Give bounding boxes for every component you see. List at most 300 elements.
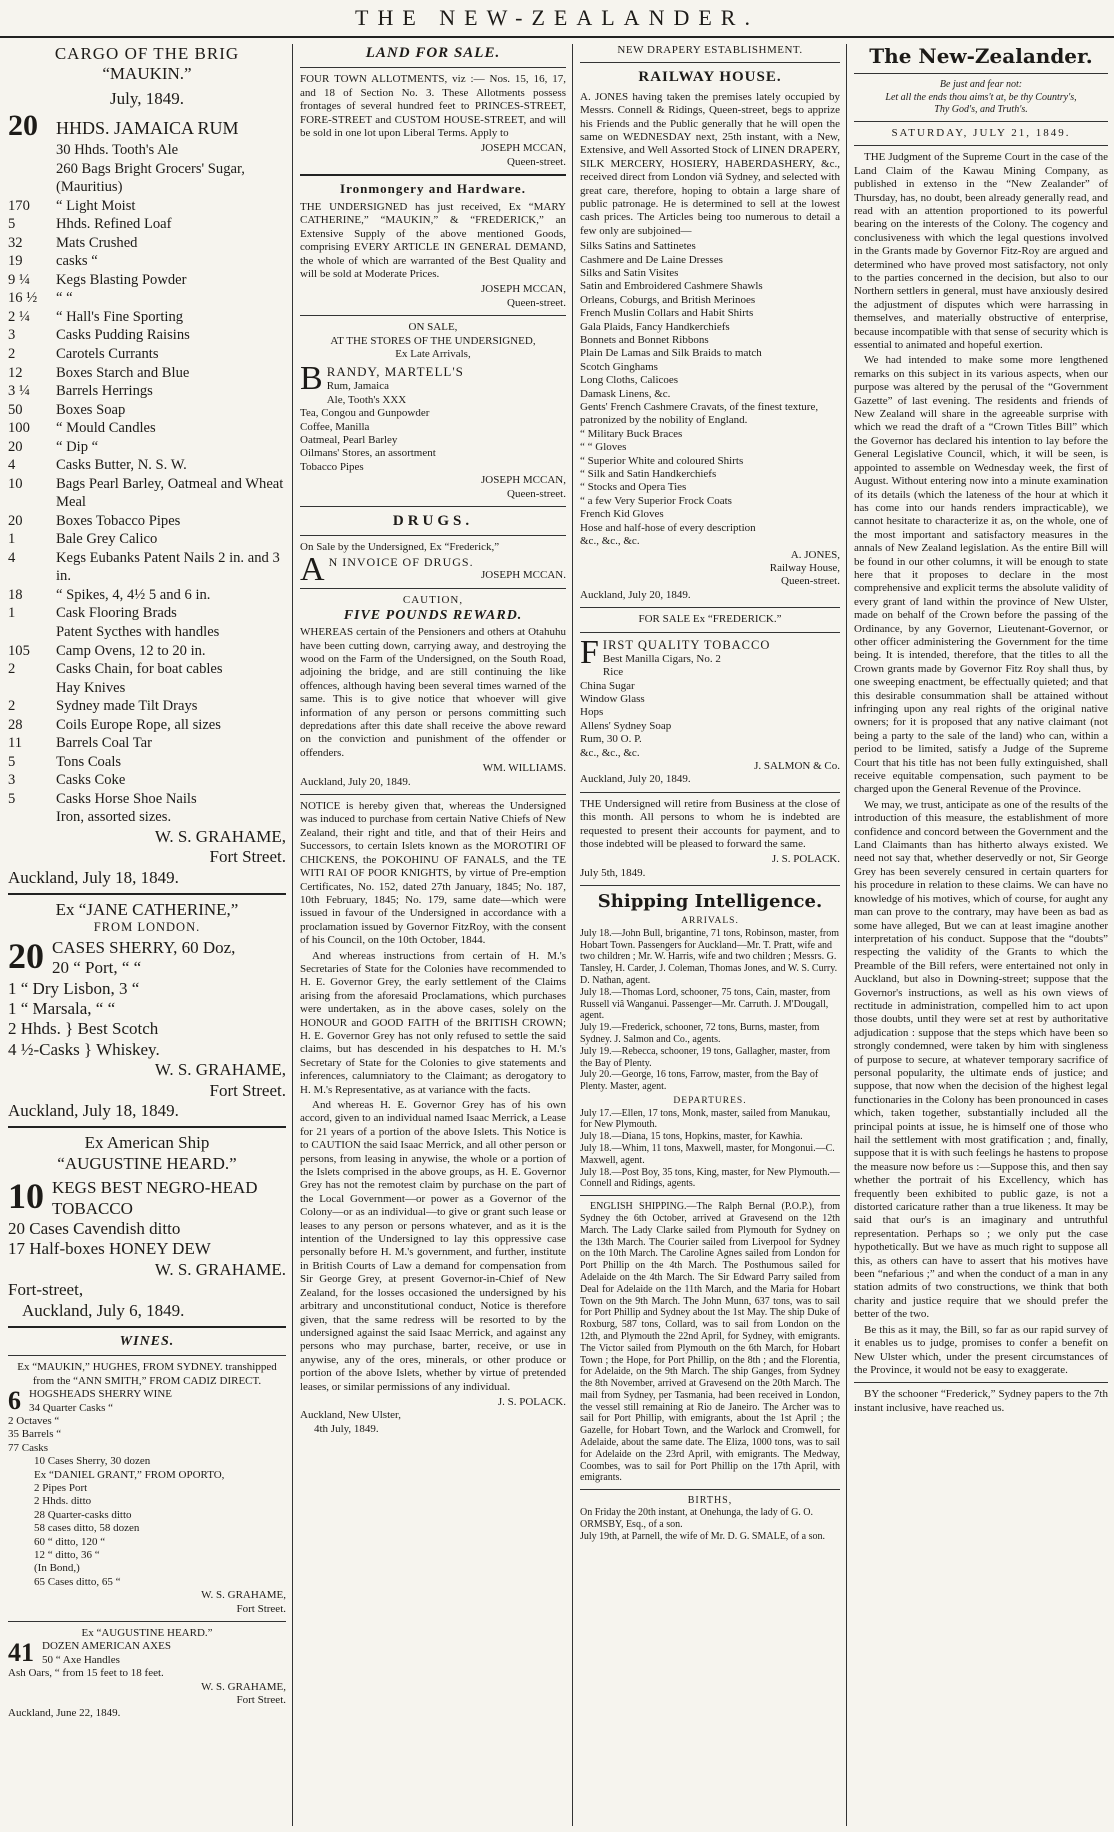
cargo-item-quantity: 50 — [8, 401, 23, 418]
divider — [300, 535, 566, 536]
cargo-item-quantity — [8, 141, 56, 160]
cargo-item-quantity: 20 — [8, 512, 23, 529]
railway-item: French Kid Gloves — [580, 508, 664, 521]
jane-date: Auckland, July 18, 1849. — [8, 1101, 179, 1121]
cargo-date: July, 1849. — [110, 88, 184, 108]
drugs-text: On Sale by the Undersigned, Ex “Frederick,” — [300, 541, 500, 554]
cargo-item-text: Hhds. Refined Loaf — [56, 216, 172, 233]
land-address: Queen-street. — [507, 155, 566, 168]
notice-address: Auckland, New Ulster, — [300, 1409, 401, 1422]
cargo-item-text: Kegs Blasting Powder — [56, 271, 187, 288]
editorial-p1: THE Judgment of the Supreme Court in the case of the Land Claim of the Kawau Mining Company, as published in extenso in the “New Zealander” of Thursday, has, no doubt, been already generally read, and read with an attention proportioned to its powerful bearing on the interests of the Colony. The cogency and conclusiveness with which the legal questions involved in the Grants made by Governor Fitz-Roy are argued and determined who have proved most satisfactory, not only to the parties concerned in the decision, but also to our Northern settlers in general, must have anxiously desired the adjustment of disputes which were harrassing in themselves, and materially obstructive of enterprise, because incompatible with that sense of security which is essential to animated and hopeful exertion. — [854, 151, 1108, 352]
cargo-item-text: 260 Bags Bright Grocers' Sugar, (Mauritius) — [56, 160, 245, 196]
cargo-item — [8, 475, 286, 512]
column-1 — [4, 44, 290, 1826]
cargo-item — [8, 753, 286, 772]
cargo-item — [8, 697, 286, 716]
railway-date: Auckland, July 20, 1849. — [580, 588, 691, 601]
cargo-date-line: Auckland, July 18, 1849. — [8, 867, 179, 887]
cargo-item — [8, 512, 286, 531]
divider — [300, 506, 566, 507]
railway-item: French Muslin Collars and Habit Shirts — [580, 307, 754, 320]
cargo-item-text: Iron, assorted sizes. — [56, 809, 172, 826]
column-rule-3 — [846, 44, 847, 1826]
arrivals-title: ARRIVALS. — [681, 916, 739, 927]
cargo-item — [8, 734, 286, 753]
cargo-item-quantity — [8, 160, 56, 197]
cargo-item — [8, 549, 286, 586]
divider — [580, 885, 840, 886]
editorial-p3: We may, we trust, anticipate as one of the results of the introduction of this measure, the establishment of more confidence and concord between the Government and the Land Claimants than has hitherto always existed. We need not say that, whether deservedly or not, Sir George Grey has been severely censured in certain quarters for his procedure in relation to these claims. We can have no knowledge of his motives, which of course, for aught any man can prove to the contrary, may have been as bad as some have alleged, But we can at least imagine another interpretation of his conduct. Suppose that the “doubts” respecting the validity of the Grants to which the Preamble of the Bill refers, were entertained not only in Auckland, but also in Downing-street; suppose that the Governor's instructions, as well as his own views of rectitude in administration, compelled him to act upon those doubts, until they were set at rest by authoritative adjudication : suppose that the steps which have been so strongly condemned, were taken by him with singleness of purpose to secure, at whatever temporary sacrifice of personal popularity, the ultimate ends of justice; and suppose, that now when the decision of the highest legal functionaries in the Colony has been pronounced in cases which, taken together, substantially included all the principal points at issue, he is himself one of those who hail the settlement with most gratification ; and, finally, suppose that it is with such feelings he hastens to propose the measure now before us :—Suppose this, and then say whether the portrait of his Excellency, which has frequently been exhibited to public gaze, is not a distorted caricature rather than a true likeness. It may be said that our's is an imaginary and untruthful representation. Perhaps so ; we only put the case hypothetically. But we have as much right to suppose all this, as others can have to assert that his motives have been “nefarious ;” and when the conduct of a man in any station admits of two constructions, we think that both charity and justice require that we should prefer the better of the two. — [854, 798, 1108, 1321]
augustine-lines — [8, 1178, 286, 1260]
cargo-item — [8, 111, 286, 141]
augustine-line: 20 Cases Cavendish ditto — [8, 1218, 181, 1238]
railway-item: Damask Linens, &c. — [580, 387, 671, 400]
cargo-item-quantity: 3 ¼ — [8, 383, 30, 400]
cargo-item-text: Casks Coke — [56, 772, 126, 789]
divider — [580, 607, 840, 608]
wines-lines — [8, 1388, 286, 1455]
cargo-item-text: 30 Hhds. Tooth's Ale — [56, 142, 179, 159]
divider — [8, 1621, 286, 1622]
departures-title: DEPARTURES. — [673, 1095, 747, 1106]
axes-lines — [8, 1640, 286, 1680]
cargo-item-quantity: 5 — [8, 790, 16, 807]
axes-line: Ash Oars, “ from 15 feet to 18 feet. — [8, 1667, 164, 1680]
cargo-item — [8, 326, 286, 345]
jane-from: FROM LONDON. — [93, 920, 201, 935]
cargo-item-quantity: 11 — [8, 735, 23, 752]
onsale-address: Queen-street. — [507, 487, 566, 500]
railway-address2: Queen-street. — [781, 575, 840, 588]
cargo-item-quantity — [8, 808, 56, 827]
frederick-items — [580, 653, 840, 760]
cargo-item — [8, 771, 286, 790]
railway-item: Bonnets and Bonnet Ribbons — [580, 334, 709, 347]
jane-line: 2 Hhds. } Best Scotch — [8, 1019, 159, 1039]
jane-signature: W. S. GRAHAME, — [154, 1060, 286, 1080]
cargo-item-text: “ “ — [56, 290, 73, 307]
motto-3: Thy God's, and Truth's. — [934, 103, 1028, 115]
wines-line: 77 Casks — [8, 1441, 49, 1454]
cargo-item-quantity: 3 — [8, 772, 16, 789]
railway-item: “ Superior White and coloured Shirts — [580, 454, 744, 467]
divider — [8, 893, 286, 895]
railway-item: Scotch Ginghams — [580, 360, 658, 373]
cargo-item-quantity: 1 — [8, 531, 16, 548]
cargo-item-quantity: 4 — [8, 549, 16, 566]
cargo-item — [8, 716, 286, 735]
land-text: FOUR TOWN ALLOTMENTS, viz :— Nos. 15, 16, 17, and 18 of Section No. 3. These Allotments possess frontages of several hundred feet to PRINCES-STREET, FORE-STREET and CUSTOM HOUSE-STREET, and will be sold in one lot upon Liberal Terms. Apply to — [300, 73, 566, 139]
cargo-item-text: Bale Grey Calico — [56, 531, 158, 548]
cargo-address: Fort Street. — [209, 847, 286, 867]
land-signature: JOSEPH MCCAN, — [481, 142, 566, 155]
shipping-title: Shipping Intelligence. — [597, 891, 823, 913]
divider — [854, 1382, 1108, 1383]
cargo-item-text: Camp Ovens, 12 to 20 in. — [56, 642, 206, 659]
departure-entry: July 18.—Whim, 11 tons, Maxwell, master, for Mongonui.—C. Maxwell, agent. — [580, 1142, 835, 1166]
cargo-item-quantity: 12 — [8, 364, 23, 381]
cargo-item — [8, 623, 286, 642]
frederick-signature: J. SALMON & Co. — [754, 760, 840, 773]
divider — [854, 145, 1108, 146]
cargo-item-quantity — [8, 623, 56, 642]
caution-title: CAUTION, — [402, 593, 464, 606]
cargo-item-quantity: 100 — [8, 420, 30, 437]
cargo-item-quantity: 9 ¼ — [8, 271, 30, 288]
divider — [300, 315, 566, 316]
onsale-item: Tea, Congou and Gunpowder — [300, 407, 430, 420]
wines-more-line: 60 “ ditto, 120 “ — [34, 1535, 106, 1548]
onsale-lead: RANDY, MARTELL'S — [326, 364, 464, 380]
wines-more-line: 10 Cases Sherry, 30 dozen — [34, 1455, 151, 1468]
drugs-title: DRUGS. — [392, 512, 474, 529]
cargo-item-quantity: 2 — [8, 698, 16, 715]
railway-item: Long Cloths, Calicoes — [580, 374, 679, 387]
arrival-entry: July 18.—Thomas Lord, schooner, 75 tons, Cain, master, from Russell viâ Wanganui. Passenger—Mr. Carruth. J. M'Dougall, agent. — [580, 986, 831, 1022]
cargo-list — [8, 111, 286, 827]
augustine-address: Fort-street, — [8, 1280, 84, 1300]
masthead — [0, 0, 1114, 36]
railway-item: “ “ Gloves — [580, 441, 627, 454]
onsale-item: Oilmans' Stores, an assortment — [300, 447, 436, 460]
column-3 — [576, 44, 844, 1826]
jane-line: 20 “ Port, “ “ — [52, 958, 142, 978]
cargo-item-text: “ Mould Candles — [56, 420, 156, 437]
frederick-title: FOR SALE Ex “FREDERICK.” — [638, 613, 782, 626]
wines-number: 6 — [8, 1386, 21, 1416]
axes-address: Fort Street. — [236, 1694, 286, 1707]
divider — [580, 1195, 840, 1196]
wines-address: Fort Street. — [236, 1602, 286, 1615]
cargo-item-quantity: 1 — [8, 605, 16, 622]
augustine-number: 10 — [8, 1176, 44, 1217]
augustine-line: KEGS BEST NEGRO-HEAD TOBACCO — [52, 1178, 258, 1218]
cargo-item — [8, 308, 286, 327]
cargo-item — [8, 364, 286, 383]
cargo-item-quantity: 5 — [8, 216, 16, 233]
cargo-item-text: Hay Knives — [56, 679, 126, 696]
caution-signature: WM. WILLIAMS. — [482, 762, 566, 775]
cargo-item-text: HHDS. JAMAICA RUM — [56, 118, 239, 139]
cargo-item — [8, 234, 286, 253]
cargo-item-text: Coils Europe Rope, all sizes — [56, 716, 221, 733]
wines-signature: W. S. GRAHAME, — [201, 1589, 286, 1602]
cargo-item-text: Mats Crushed — [56, 234, 138, 251]
cargo-item-text: Boxes Tobacco Pipes — [56, 512, 181, 529]
cargo-item-text: Barrels Coal Tar — [56, 735, 152, 752]
cargo-item — [8, 642, 286, 661]
axes-number: 41 — [8, 1638, 34, 1668]
cargo-item-quantity: 28 — [8, 716, 23, 733]
onsale-sub: AT THE STORES OF THE UNDERSIGNED, — [330, 334, 536, 347]
date-line: SATURDAY, JULY 21, 1849. — [891, 126, 1071, 139]
cargo-item-text: Tons Coals — [56, 753, 122, 770]
departure-entry: July 18.—Post Boy, 35 tons, King, master, for New Plymouth.—Connell and Ridings, agents. — [580, 1166, 840, 1190]
onsale-title: ON SALE, — [408, 321, 458, 334]
railway-item: “ a few Very Superior Frock Coats — [580, 494, 732, 507]
masthead-rule — [0, 36, 1114, 38]
axes-date: Auckland, June 22, 1849. — [8, 1707, 121, 1720]
frederick-item: China Sugar — [580, 679, 635, 692]
cargo-item-quantity: 19 — [8, 253, 23, 270]
railway-items — [580, 240, 840, 548]
augustine-title: Ex American Ship — [84, 1133, 210, 1153]
frederick-item: Rice — [602, 666, 624, 679]
jane-title: Ex “JANE CATHERINE,” — [55, 900, 239, 919]
railway-text: A. JONES having taken the premises lately occupied by Messrs. Connell & Ridings, Queen-street, begs to apprize his Friends and the Public generally that he will open the same on WEDNESDAY next, 25th instant, with a New, Extensive, and Well Assorted Stock of LINEN DRAPERY, SILK MERCERY, HOSIERY, HABERDASHERY, &c., received direct from London viâ Sydney, and selected with great care, therefore, hoping to obtain a large share of public patronage. He is determined to sell at the lowest cash prices. The Articles being too numerous to detail a few only are subjoined— — [580, 90, 840, 237]
wines-more-line: Ex “DANIEL GRANT,” FROM OPORTO, — [34, 1468, 225, 1481]
cargo-item — [8, 382, 286, 401]
frederick-dropcap: F — [580, 633, 599, 671]
railway-item: “ Silk and Satin Handkerchiefs — [580, 468, 717, 481]
railway-item: Gents' French Cashmere Cravats, of the finest texture, patronized by the nobility of England. — [580, 401, 819, 427]
column-2 — [296, 44, 570, 1826]
railway-title: RAILWAY HOUSE. — [638, 69, 782, 86]
wines-more-line: 65 Cases ditto, 65 “ — [34, 1575, 121, 1588]
axes-signature: W. S. GRAHAME, — [201, 1680, 286, 1693]
departure-entry: July 18.—Diana, 15 tons, Hopkins, master, for Kawhia. — [580, 1131, 803, 1143]
cargo-item-text: Casks Chain, for boat cables — [56, 661, 223, 678]
cargo-item — [8, 419, 286, 438]
cargo-item-text: “ Hall's Fine Sporting — [56, 308, 184, 325]
cargo-item-text: “ Spikes, 4, 4½ 5 and 6 in. — [56, 586, 211, 603]
retire-date: July 5th, 1849. — [580, 866, 646, 879]
drugs-signature: JOSEPH MCCAN. — [481, 569, 566, 582]
onsale-signature: JOSEPH MCCAN, — [481, 474, 566, 487]
cargo-item — [8, 401, 286, 420]
axes-ex: Ex “AUGUSTINE HEARD.” — [81, 1627, 213, 1639]
cargo-item-text: Casks Butter, N. S. W. — [56, 457, 187, 474]
frederick-item: Hops — [580, 706, 604, 719]
jane-line: 4 ½-Casks } Whiskey. — [8, 1039, 160, 1059]
notice-p3: And whereas H. E. Governor Grey has of his own accord, given to an individual named Isaac Merrick, a Lease for 21 years of a portion of the above Islets. This Notice is to CAUTION the said Isaac Merrick, and all other person or persons, from leasing in anywise, the whole or a portion of the Islets comprised in the above groups, as H. E. Governor Grey has not the remotest claim by purchase on the part of the Local Government—or power as a Governor of the Colony—or as an individual—to give or grant such lease or leases to any person or persons whatever, and as it is the intention of the Undersigned to lay this oppressive case personally before H. M.'s government, and further, institute in British Courts of Law a demand for compensation from Sir George Grey, at present Governor-in-Chief of New Zealand, for the losses occasioned the undersigned by his arbitrary and unconstitutional conduct, Notice is therefore given, that the same redress will be resorted to by the undersigned against the said Isaac Merrick, and against any persons who may purchase, barter, receive, or use in anywise, any of the ores, minerals, or other produce or portion of the above Islets, whether by virtue of pretended leases, or similar permissions of any individual. — [300, 1099, 566, 1393]
railway-item: Cashmere and De Laine Dresses — [580, 253, 723, 266]
editorial-p5: BY the schooner “Frederick,” Sydney papers to the 7th instant inclusive, have reached us. — [854, 1388, 1108, 1414]
cargo-item — [8, 345, 286, 364]
cargo-item-quantity: 170 — [8, 197, 30, 214]
cargo-item-quantity: 105 — [8, 642, 30, 659]
railway-item: Silks Satins and Sattinetes — [580, 240, 696, 253]
jane-line: 1 “ Marsala, “ “ — [8, 999, 116, 1019]
caution-reward: FIVE POUNDS REWARD. — [343, 608, 523, 624]
frederick-date: Auckland, July 20, 1849. — [580, 773, 691, 786]
cargo-item — [8, 660, 286, 679]
notice-signature: J. S. POLACK. — [497, 1395, 566, 1408]
motto-1: Be just and fear not: — [939, 79, 1023, 91]
jane-line: CASES SHERRY, 60 Doz, — [52, 937, 236, 957]
land-title: LAND FOR SALE. — [365, 45, 501, 61]
onsale-sub2: Ex Late Arrivals, — [395, 348, 471, 361]
onsale-item: Ale, Tooth's XXX — [326, 393, 407, 406]
cargo-item-quantity: 32 — [8, 234, 23, 251]
augustine-signature: W. S. GRAHAME. — [154, 1259, 286, 1279]
wines-line: HOGSHEADS SHERRY WINE — [29, 1388, 173, 1401]
iron-signature: JOSEPH MCCAN, — [481, 283, 566, 296]
cargo-item — [8, 215, 286, 234]
caution-date: Auckland, July 20, 1849. — [300, 775, 411, 788]
cargo-item-quantity: 2 — [8, 661, 16, 678]
wines-more-line: 58 cases ditto, 58 dozen — [34, 1522, 140, 1535]
cargo-item — [8, 790, 286, 809]
cargo-item-quantity: 5 — [8, 753, 16, 770]
births-list — [580, 1507, 840, 1543]
cargo-item — [8, 530, 286, 549]
onsale-items — [300, 380, 566, 474]
railway-item: Orleans, Coburgs, and British Merinoes — [580, 293, 756, 306]
wines-more-line: 2 Pipes Port — [34, 1481, 88, 1494]
notice-p2: And whereas instructions from certain of H. M.'s Secretaries of State for the Colonies have recommended to H. E. Governor Grey, the early settlement of the Claims arising from the aforesaid Proclamations, which purchases were undertaken, as in the above cases, solely on the HONOUR and GOOD FAITH of the BRITISH CROWN; H. E. Governor Grey has not only refused to settle the said claims, but has descended in his despatches to H. M.'s Secretary of State for the Colonies to give statements and inferences, calumniatory to the Claimant; as derogatory to H. M.'s Representative, as at variance with the facts. — [300, 949, 566, 1096]
arrivals-list — [580, 928, 840, 1093]
cargo-signature: W. S. GRAHAME, — [154, 826, 286, 846]
divider — [300, 67, 566, 68]
cargo-item — [8, 808, 286, 827]
cargo-item — [8, 679, 286, 698]
departures-list — [580, 1108, 840, 1191]
wines-more-line: (In Bond,) — [34, 1562, 80, 1575]
divider — [8, 1126, 286, 1128]
railway-item: Satin and Embroidered Cashmere Shawls — [580, 280, 763, 293]
cargo-item-text: Patent Sycthes with handles — [56, 623, 220, 640]
editorial-p4: Be this as it may, the Bill, so far as our rapid survey of it enables us to judge, promises to confer a benefit on New Ulster which, under the present circumstances of the Province, it would not be easy to exaggerate. — [854, 1323, 1108, 1376]
cargo-item-text: “ Light Moist — [56, 197, 136, 214]
railway-item: Silks and Satin Visites — [580, 266, 679, 279]
wines-title: WINES. — [119, 1333, 175, 1349]
frederick-lead: IRST QUALITY TOBACCO — [602, 637, 771, 652]
axes-line: DOZEN AMERICAN AXES — [42, 1640, 171, 1653]
cargo-item-text: Barrels Herrings — [56, 383, 153, 400]
cargo-item — [8, 271, 286, 290]
divider — [580, 62, 840, 63]
divider — [580, 632, 840, 633]
divider — [854, 73, 1108, 74]
paper-title: The New-Zealander. — [869, 44, 1093, 68]
onsale-item: Oatmeal, Pearl Barley — [300, 433, 398, 446]
cargo-item-quantity: 2 ¼ — [8, 308, 30, 325]
caution-text: WHEREAS certain of the Pensioners and others at Otahuhu have been cutting down, carrying away, and destroying the wood on the Farm of the Undersigned, on the South Road, adjoining the bridge, and are still continuing the like offences, although having been several times warned of the same. This is to give notice that whoever will give information of any person or persons committing such depredations after this date shall receive the above reward on the conviction and punishment of the offender or offenders. — [300, 626, 566, 759]
railway-item: Hose and half-hose of every description — [580, 521, 756, 534]
axes-line: 50 “ Axe Handles — [42, 1653, 120, 1666]
divider — [300, 174, 566, 176]
cargo-item-text: Boxes Soap — [56, 401, 126, 418]
cargo-item — [8, 252, 286, 271]
cargo-item — [8, 197, 286, 216]
jane-lines — [8, 935, 286, 1060]
arrival-entry: July 20.—George, 16 tons, Farrow, master, from the Bay of Plenty. Master, agent. — [580, 1069, 819, 1093]
frederick-item: Allens' Sydney Soap — [580, 719, 672, 732]
railway-signature: A. JONES, — [790, 548, 840, 561]
railway-item: Plain De Lamas and Silk Braids to match — [580, 347, 762, 360]
cargo-item — [8, 141, 286, 160]
onsale-item: Tobacco Pipes — [300, 460, 364, 473]
divider — [8, 1355, 286, 1356]
notice-date: 4th July, 1849. — [314, 1422, 379, 1435]
cargo-item-quantity: 18 — [8, 586, 23, 603]
masthead-title: THE NEW-ZEALANDER. — [355, 5, 759, 30]
frederick-item: Best Manilla Cigars, No. 2 — [602, 652, 721, 665]
frederick-item: Rum, 30 O. P. — [580, 733, 642, 746]
cargo-item-text: Kegs Eubanks Patent Nails 2 in. and 3 in. — [56, 549, 280, 585]
cargo-item — [8, 586, 286, 605]
column-rule-2 — [572, 44, 573, 1826]
cargo-item-text: “ Dip “ — [56, 438, 99, 455]
divider — [580, 1489, 840, 1490]
cargo-item-quantity: 10 — [8, 475, 23, 492]
motto-2: Let all the ends thou aims't at, be thy Country's, — [885, 91, 1077, 103]
jane-address: Fort Street. — [209, 1080, 286, 1100]
drugs-lead: N INVOICE OF DRUGS. — [328, 554, 474, 569]
cargo-item — [8, 438, 286, 457]
cargo-item-text: Casks Horse Shoe Nails — [56, 790, 197, 807]
railway-item: &c., &c., &c. — [580, 535, 640, 548]
births-title: BIRTHS, — [687, 1495, 733, 1507]
divider — [580, 792, 840, 793]
cargo-item — [8, 289, 286, 308]
frederick-item: Window Glass — [580, 693, 645, 706]
cargo-item-text: Bags Pearl Barley, Oatmeal and Wheat Meal — [56, 475, 284, 511]
onsale-item: Rum, Jamaica — [326, 380, 390, 393]
cargo-title: CARGO OF THE BRIG — [54, 44, 240, 63]
editorial-p2: We had intended to make some more lengthened remarks on this subject in its various aspects, when our purpose was altered by the perusal of the “Government Gazette” of last evening. The residents and friends of New Zealand will share in the agreeable surprise with which we read the draft of a “Crown Titles Bill” which the Governor has declared his intention to lay before the General Legislative Council, which, it will be seen, is appointed to assemble on Wednesday week, the first of August. Without entering now into a minute examination of its details (which the lateness of the hour at which it has come into our hands renders impracticable), we cannot hesitate to characterize it as, on the whole, one of the most important and satisfactory measures in the annals of New Zealand legislation. As the entire Bill will be found in our other columns, it will be enough to state here that it proposes to declare in the most comprehensive and explicit terms the absolute validity of every grant of land within the province of New Ulster, made on behalf of the Crown before the passing of the Ordinance, by any Governor, Lieutenant-Governor, or other officer administering the Government for the time being. It is intended, therefore, that the titles to all the Crown grants made by Governor Fitz Roy shall thus, by one sweeping enactment, be effectually quieted; and that this desirable consummation shall be attained without infringing upon any real rights of the original native owners; for it is proposed that any native claimant (not being a party to the sale of the land) who can, within a period to be limited, satisfy a Judge of the Supreme Court that his title has not been fully extinguished, shall receive equitable compensation, such payment to be charged upon the General Revenue of the Province. — [854, 354, 1108, 796]
iron-text: THE UNDERSIGNED has just received, Ex “MARY CATHERINE,” “MAUKIN,” & “FREDERICK,” an Extensive Supply of the above mentioned Goods, comprising EVERY ARTICLE IN GENERAL DEMAND, the whole of which are warranted of the Best Quality and will be sold at Moderate Prices. — [300, 201, 566, 281]
wines-line: 35 Barrels “ — [8, 1428, 62, 1441]
wines-line: 34 Quarter Casks “ — [29, 1401, 114, 1414]
iron-title: Ironmongery and Hardware. — [340, 181, 526, 197]
cargo-item-quantity: 20 — [8, 109, 38, 143]
railway-item: “ Military Buck Braces — [580, 427, 683, 440]
divider — [8, 1326, 286, 1328]
english-shipping: ENGLISH SHIPPING.—The Ralph Bernal (P.O.P.), from Sydney the 6th October, arrived at Gravesend on the 12th March. The Lady Clarke sailed from Plymouth for Sydney on the 13th March. The Courier sailed from Liverpool for Sydney on the 10th March. The Caroline Agnes sailed from London for Port Phillip on the 4th March. The Posthumous sailed for Adelaide on the 4th March. The Sir Edward Parry sailed from Deal for Adelaide on the 11th March, and the Maria for Hobart Town on the 9th March. The John Munn, 637 tons, was to sail for Port Phillip and Sydney about the 1st May. The ship Duke of Roxburg, 587 tons, Collard, was to sail from London on the 12th, and Plymouth the 22nd April, for Sydney, with emigrants. The Victor sailed from Plymouth on the 6th March, for Hobart Town ; the Hope, for Port Phillip, on the 8th ; and the Florentia, for Adelaide, on the 9th March. The ship Ganges, from Sydney the 8th November, arrived at Gravesend on the 20th March. The mail from Sydney, per Tasmania, had been received in London, the vessel still remaining at Rio de Janeiro. The Archer was to sail for Port Phillip, with emigrants, about the 1st April ; the Gazelle, for Hobart Town, and the Warlock and Cromwell, for Adelaide, about the same date. The Eliza, 1000 tons, was to sail for Adelaide on the 23rd April, with emigrants. The Medway, Coombes, was to sail for Port Phillip on the 17th April, with emigrants. — [580, 1201, 840, 1484]
cargo-item-text: Boxes Starch and Blue — [56, 364, 190, 381]
wines-ex: Ex “MAUKIN,” HUGHES, FROM SYDNEY. transhipped from the “ANN SMITH,” FROM CADIZ DIRECT. — [17, 1361, 277, 1387]
divider — [854, 121, 1108, 122]
jane-line: 1 “ Dry Lisbon, 3 “ — [8, 978, 140, 998]
iron-address: Queen-street. — [507, 296, 566, 309]
wines-more — [8, 1455, 286, 1589]
column-4 — [850, 44, 1112, 1826]
cargo-item-text: Casks Pudding Raisins — [56, 327, 190, 344]
notice-p1: NOTICE is hereby given that, whereas the Undersigned was induced to purchase from certain Native Chiefs of New Zealand, their right and title, and that of their Heirs and Successors, to certain Islets known as the MOROTIRI OF CHICKENS, the POKOHINU OF FANALS, and the TE WITI RAI OF POOR KNIGHTS, by virtue of Pre-emption Certificates, No. 152, dated 27th January, 1845; No. 187, 10th February, 1845; No. 179, same date—which were issued in favour of the Undersigned in accordance with a proclamation issued by Governor FitzRoy, with the consent of his Council, on the 10th October, 1844. — [300, 800, 566, 947]
wines-line: 2 Octaves “ — [8, 1414, 60, 1427]
drapery-head: NEW DRAPERY ESTABLISHMENT. — [617, 44, 803, 56]
arrival-entry: July 19.—Frederick, schooner, 72 tons, Burns, master, from Sydney. J. Salmon and Co., agents. — [580, 1022, 820, 1045]
retire-text: THE Undersigned will retire from Business at the close of this month. All persons to whom he is indebted are requested to present their accounts for payment, and to those indebted will be pleased to forward the same. — [580, 797, 840, 851]
departure-entry: July 17.—Ellen, 17 tons, Monk, master, sailed from Manukau, for New Plymouth. — [580, 1107, 831, 1131]
onsale-dropcap: B — [300, 360, 323, 398]
birth-entry: July 19th, at Parnell, the wife of Mr. D. G. SMALE, of a son. — [580, 1531, 825, 1543]
cargo-item-quantity — [8, 679, 56, 698]
onsale-item: Coffee, Manilla — [300, 420, 370, 433]
divider — [300, 794, 566, 795]
cargo-item-text: Carotels Currants — [56, 346, 159, 363]
augustine-line: 17 Half-boxes HONEY DEW — [8, 1239, 211, 1259]
retire-signature: J. S. POLACK. — [771, 853, 840, 866]
arrival-entry: July 18.—John Bull, brigantine, 71 tons, Robinson, master, from Hobart Town. Passengers for Auckland—Mr. T. Pratt, wife and two children ; Mr. W. Harris, wife and two children ; Messrs. G. Tansley, H. Carder, J. Coleman, Thomas Jones, and W. S. Curry. D. Nathan, agent. — [580, 927, 840, 987]
drugs-dropcap: A — [300, 550, 325, 588]
cargo-item — [8, 160, 286, 197]
augustine-date: Auckland, July 6, 1849. — [22, 1300, 185, 1320]
railway-address: Railway House, — [769, 561, 840, 574]
divider — [300, 588, 566, 589]
cargo-item-quantity: 4 — [8, 457, 16, 474]
birth-entry: On Friday the 20th instant, at Onehunga, the lady of G. O. ORMSBY, Esq., of a son. — [580, 1507, 814, 1531]
wines-more-line: 12 “ ditto, 36 “ — [34, 1548, 100, 1561]
jane-number: 20 — [8, 935, 44, 976]
cargo-item-text: Sydney made Tilt Drays — [56, 698, 198, 715]
railway-item: Gala Plaids, Fancy Handkerchiefs — [580, 320, 730, 333]
frederick-item: &c., &c., &c. — [580, 746, 640, 759]
wines-more-line: 2 Hhds. ditto — [34, 1495, 92, 1508]
